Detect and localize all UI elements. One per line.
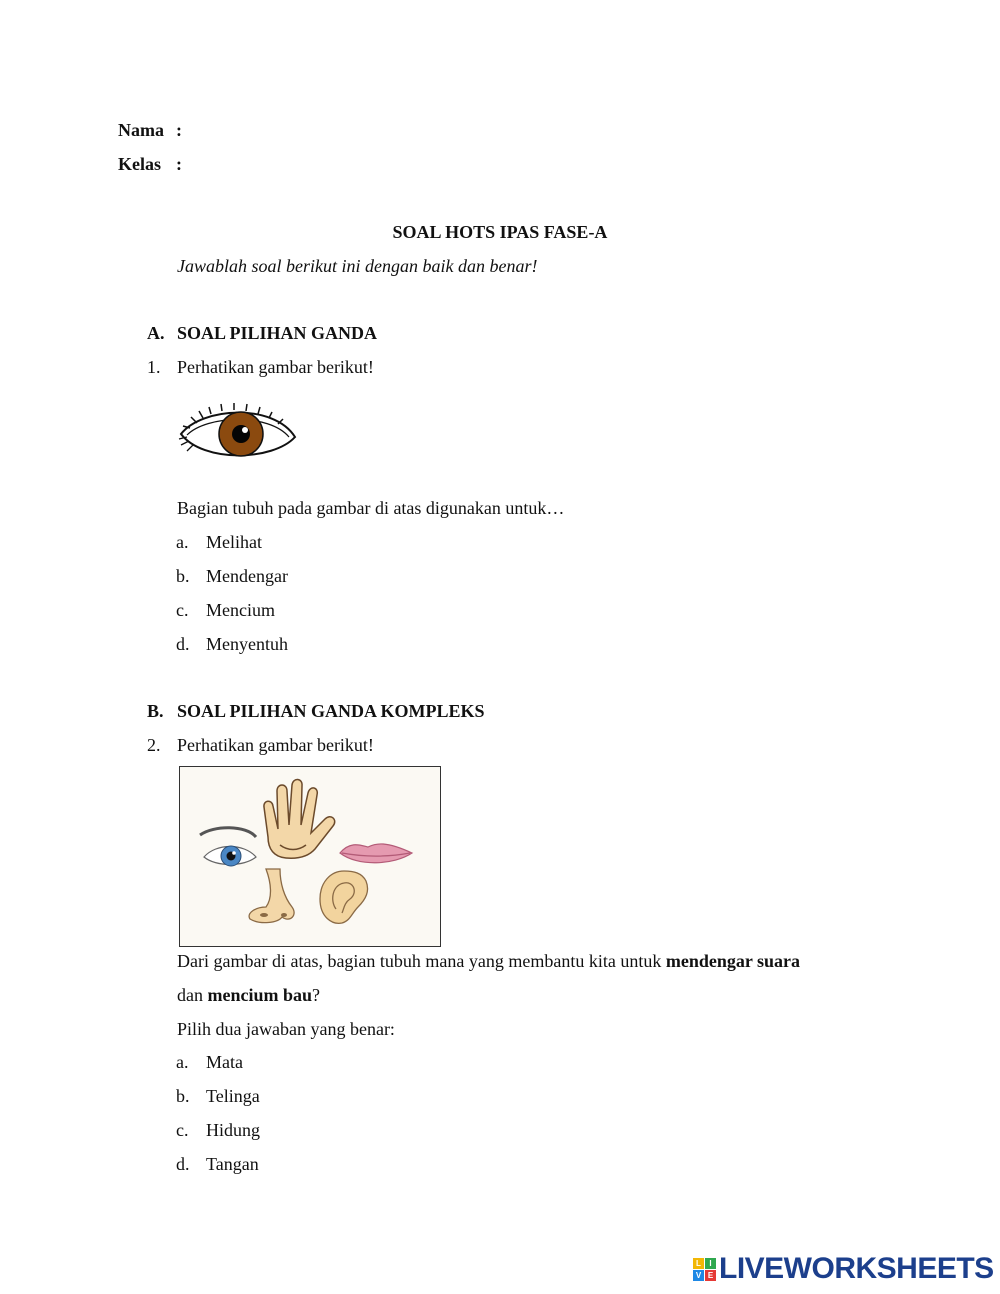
section-a-heading: SOAL PILIHAN GANDA (177, 323, 378, 343)
page-title: SOAL HOTS IPAS FASE-A (392, 222, 608, 242)
emphasis-smelling: mencium bau (207, 985, 313, 1005)
q1-option-a-letter: a. (176, 532, 189, 552)
section-b-letter: B. (147, 701, 164, 721)
senses-illustration (180, 767, 440, 946)
instruction: Jawablah soal berikut ini dengan baik dan benar! (177, 256, 538, 276)
liveworksheets-logo (693, 1254, 994, 1284)
emphasis-hearing: mendengar suara (665, 951, 801, 971)
question-1-prompt: Perhatikan gambar berikut! (177, 357, 374, 377)
q1-option-a[interactable]: Melihat (206, 532, 262, 552)
q2-option-c-letter: c. (176, 1120, 189, 1140)
logo-blocks-icon (693, 1258, 716, 1281)
q2-option-d-letter: d. (176, 1154, 190, 1174)
ear-icon (320, 871, 368, 923)
q1-option-d[interactable]: Menyentuh (206, 634, 288, 654)
question-2-sub-instruction: Pilih dua jawaban yang benar: (177, 1019, 395, 1039)
section-b-heading: SOAL PILIHAN GANDA KOMPLEKS (177, 701, 485, 721)
logo-block-e: E (705, 1270, 716, 1281)
q2-option-b[interactable]: Telinga (206, 1086, 260, 1106)
class-colon: : (176, 154, 182, 174)
blue-eye-icon (200, 828, 256, 866)
logo-block-v: V (693, 1270, 704, 1281)
q1-option-b[interactable]: Mendengar (206, 566, 288, 586)
question-1-text: Bagian tubuh pada gambar di atas digunakan untuk… (177, 498, 565, 518)
q2-option-c[interactable]: Hidung (206, 1120, 260, 1140)
q1-option-d-letter: d. (176, 634, 190, 654)
senses-image (179, 766, 441, 947)
name-label: Nama (118, 120, 164, 140)
section-a-letter: A. (147, 323, 165, 343)
q1-option-c[interactable]: Mencium (206, 600, 275, 620)
q2-option-d[interactable]: Tangan (206, 1154, 259, 1174)
question-2-text-line1: Dari gambar di atas, bagian tubuh mana yang membantu kita untuk mendengar suara (177, 951, 801, 971)
question-1-number: 1. (147, 357, 161, 377)
logo-block-l: L (693, 1258, 704, 1269)
eye-image (177, 401, 299, 465)
q1-option-c-letter: c. (176, 600, 189, 620)
q1-option-b-letter: b. (176, 566, 190, 586)
q2-option-a-letter: a. (176, 1052, 189, 1072)
class-label: Kelas (118, 154, 161, 174)
hand-icon (264, 779, 335, 858)
lips-icon (340, 844, 412, 863)
question-2-number: 2. (147, 735, 161, 755)
question-2-text-line2: dan mencium bau? (177, 985, 321, 1005)
q2-option-b-letter: b. (176, 1086, 190, 1106)
logo-text: LIVEWORKSHEETS (719, 1252, 994, 1285)
question-2-prompt: Perhatikan gambar berikut! (177, 735, 374, 755)
nose-icon (249, 869, 294, 923)
logo-block-i: I (705, 1258, 716, 1269)
q2-option-a[interactable]: Mata (206, 1052, 243, 1072)
name-colon: : (176, 120, 182, 140)
